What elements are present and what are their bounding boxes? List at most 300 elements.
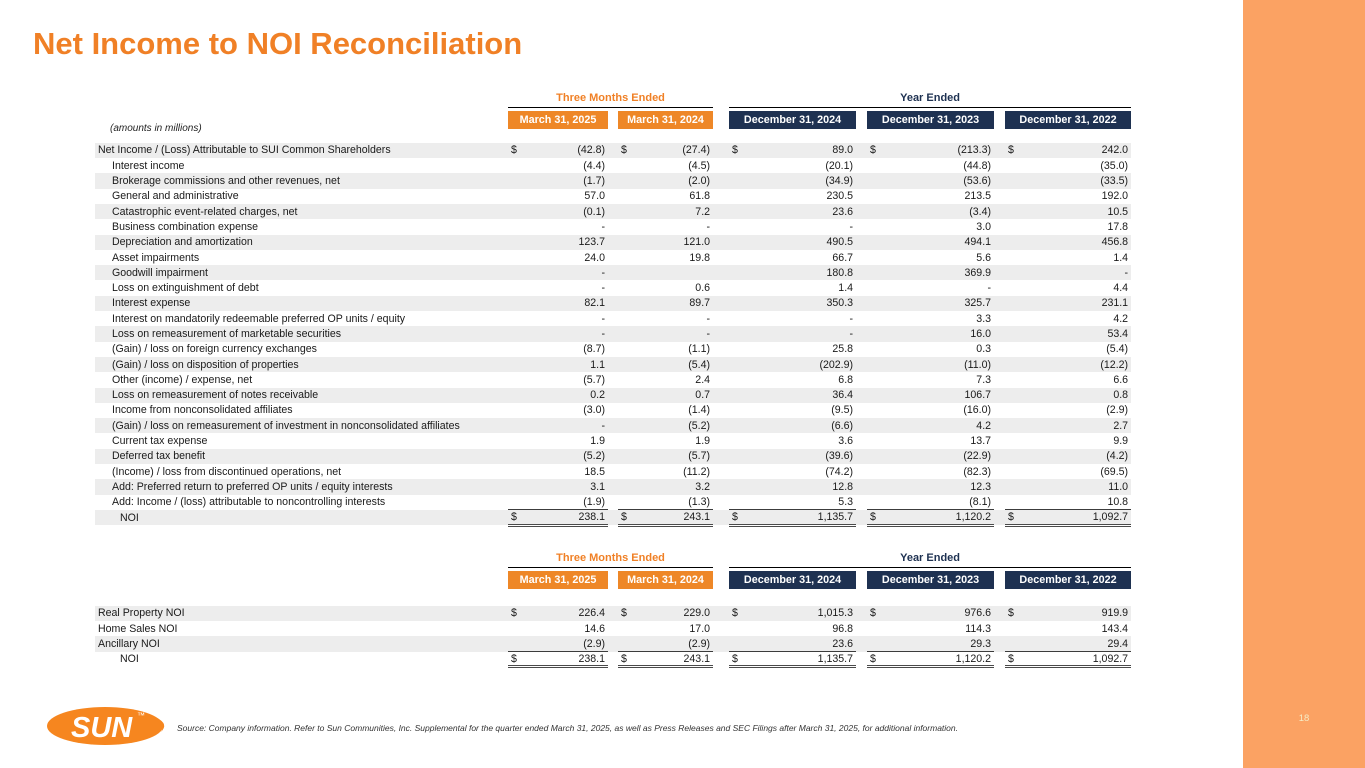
currency-cell: [508, 280, 526, 295]
currency-cell: [867, 235, 887, 250]
value-cell: 9.9: [1113, 435, 1129, 448]
currency-cell: [1005, 433, 1025, 448]
currency-cell: [1005, 342, 1025, 357]
currency-cell: $: [511, 607, 517, 620]
value-cell: 61.8: [689, 190, 711, 203]
currency-cell: [729, 296, 749, 311]
currency-cell: [508, 357, 526, 372]
currency-cell: [618, 449, 636, 464]
column-gap: [608, 433, 618, 448]
currency-cell: [729, 158, 749, 173]
column-gap: [713, 418, 729, 433]
column-gap: [856, 372, 867, 387]
value-cell: (202.9): [819, 358, 854, 371]
column-gap: [856, 280, 867, 295]
currency-cell: [508, 495, 526, 510]
value-cell: -: [706, 312, 711, 325]
column-gap: [856, 510, 867, 525]
currency-cell: $: [867, 652, 887, 667]
column-gap: [713, 652, 729, 667]
currency-cell: [729, 621, 749, 636]
value-cell: (42.8): [577, 144, 605, 157]
value-cell: -: [601, 419, 605, 432]
currency-cell: [618, 479, 636, 494]
value-cell: 25.8: [832, 343, 854, 356]
column-gap: [994, 219, 1005, 234]
currency-cell: $: [618, 652, 636, 667]
column-gap: [994, 342, 1005, 357]
column-header-december-2022: December 31, 2022: [1005, 111, 1131, 129]
value-cell: (5.4): [1106, 343, 1129, 356]
column-gap: [856, 464, 867, 479]
column-gap: [713, 296, 729, 311]
value-cell: 1,015.3: [817, 607, 854, 620]
currency-cell: [867, 418, 887, 433]
currency-cell: [729, 204, 749, 219]
column-gap: [713, 357, 729, 372]
table-row: [95, 606, 1131, 621]
value-cell: 4.2: [1113, 312, 1129, 325]
value-cell: 7.3: [976, 373, 992, 386]
table-row: [95, 357, 1131, 372]
column-gap: [608, 173, 618, 188]
row-label: Interest expense: [112, 297, 191, 310]
currency-cell: [867, 173, 887, 188]
value-cell: 0.3: [976, 343, 992, 356]
reconciliation-table-grid: [95, 92, 1131, 527]
value-cell: 5.3: [749, 495, 856, 510]
column-gap: [713, 372, 729, 387]
value-cell: 3.1: [590, 480, 605, 493]
column-gap: [608, 495, 618, 510]
column-header-december-2023: December 31, 2023: [867, 571, 994, 589]
currency-cell: [729, 342, 749, 357]
currency-cell: [729, 280, 749, 295]
noi-detail-table: [95, 552, 1131, 668]
value-cell: 213.5: [964, 190, 992, 203]
column-gap: [994, 158, 1005, 173]
currency-cell: [508, 449, 526, 464]
table-row: [95, 636, 1131, 651]
year-ended-header: Year Ended: [729, 92, 1131, 107]
value-cell: (1.3): [636, 495, 713, 510]
header-spacer: [713, 92, 729, 107]
currency-cell: [867, 388, 887, 403]
currency-cell: [618, 464, 636, 479]
currency-cell: [618, 265, 636, 280]
column-gap: [713, 403, 729, 418]
row-label: Depreciation and amortization: [112, 236, 253, 249]
currency-cell: [508, 479, 526, 494]
value-cell: (34.9): [825, 175, 854, 188]
value-cell: 1.9: [590, 435, 605, 448]
currency-cell: [508, 372, 526, 387]
value-cell: 6.8: [838, 373, 854, 386]
currency-cell: [1005, 418, 1025, 433]
table-row: [95, 280, 1131, 295]
currency-cell: [867, 219, 887, 234]
column-gap: [994, 189, 1005, 204]
currency-cell: [1005, 326, 1025, 341]
currency-cell: [618, 403, 636, 418]
value-cell: 3.6: [838, 435, 854, 448]
column-gap: [713, 495, 729, 510]
header-spacer: [713, 552, 729, 567]
value-cell: 82.1: [584, 297, 605, 310]
currency-cell: [618, 189, 636, 204]
row-label: Deferred tax benefit: [112, 450, 206, 463]
value-cell: 0.8: [1113, 389, 1129, 402]
value-cell: (2.9): [1106, 404, 1129, 417]
row-label: Goodwill impairment: [112, 266, 208, 279]
currency-cell: [618, 388, 636, 403]
column-gap: [994, 372, 1005, 387]
value-cell: 10.5: [1107, 205, 1129, 218]
column-gap: [994, 250, 1005, 265]
currency-cell: [618, 235, 636, 250]
currency-cell: [729, 479, 749, 494]
table-row: [95, 479, 1131, 494]
table-row: [95, 189, 1131, 204]
column-gap: [713, 606, 729, 621]
currency-cell: [618, 311, 636, 326]
currency-cell: [867, 479, 887, 494]
value-cell: 143.4: [1101, 622, 1129, 635]
currency-cell: [1005, 636, 1025, 651]
column-gap: [856, 342, 867, 357]
currency-cell: $: [621, 607, 627, 620]
value-cell: (16.0): [963, 404, 992, 417]
currency-cell: [729, 173, 749, 188]
currency-cell: [1005, 204, 1025, 219]
value-cell: 456.8: [1101, 236, 1129, 249]
currency-cell: [1005, 265, 1025, 280]
value-cell: 10.8: [1025, 495, 1131, 510]
value-cell: 123.7: [578, 236, 605, 249]
value-cell: 243.1: [636, 652, 713, 667]
value-cell: 106.7: [964, 389, 992, 402]
currency-cell: [508, 418, 526, 433]
currency-cell: [729, 311, 749, 326]
column-gap: [856, 388, 867, 403]
value-cell: (6.6): [831, 419, 854, 432]
value-cell: 16.0: [970, 328, 992, 340]
sun-communities-logo: [45, 704, 171, 748]
currency-cell: [867, 449, 887, 464]
value-cell: 369.9: [964, 266, 992, 279]
currency-cell: [508, 204, 526, 219]
logo-trademark: ™: [137, 711, 145, 720]
currency-cell: [729, 433, 749, 448]
value-cell: (8.7): [583, 343, 605, 356]
value-cell: 57.0: [584, 190, 605, 203]
currency-cell: [618, 342, 636, 357]
column-header-march-2025: March 31, 2025: [508, 571, 608, 589]
value-cell: 89.7: [689, 297, 711, 310]
table-row: [95, 388, 1131, 403]
currency-cell: [729, 388, 749, 403]
table-row: [95, 143, 1131, 158]
value-cell: (74.2): [825, 465, 854, 478]
column-gap: [856, 204, 867, 219]
currency-cell: [729, 189, 749, 204]
value-cell: 350.3: [826, 297, 854, 310]
column-header-december-2023: December 31, 2023: [867, 111, 994, 129]
column-gap: [713, 342, 729, 357]
currency-cell: [867, 189, 887, 204]
value-cell: (5.2): [583, 450, 605, 463]
currency-cell: [729, 372, 749, 387]
column-header-march-2024: March 31, 2024: [618, 571, 713, 589]
value-cell: (3.0): [583, 404, 605, 417]
value-cell: 5.6: [976, 251, 992, 264]
column-gap: [713, 280, 729, 295]
currency-cell: [867, 636, 887, 651]
currency-cell: $: [511, 144, 517, 157]
value-cell: 12.3: [970, 480, 992, 493]
row-label: Brokerage commissions and other revenues, net: [112, 175, 340, 188]
column-gap: [608, 357, 618, 372]
value-cell: (4.2): [1106, 450, 1129, 463]
currency-cell: [867, 311, 887, 326]
currency-cell: [508, 464, 526, 479]
currency-cell: [867, 158, 887, 173]
currency-cell: $: [729, 510, 749, 525]
currency-cell: [508, 265, 526, 280]
row-label: Catastrophic event-related charges, net: [112, 205, 298, 218]
value-cell: (53.6): [963, 175, 992, 188]
value-cell: (1.4): [688, 404, 711, 417]
value-cell: 976.6: [964, 607, 992, 620]
currency-cell: [618, 326, 636, 341]
value-cell: 17.0: [689, 622, 711, 635]
value-cell: 1.9: [695, 435, 711, 448]
currency-cell: $: [870, 607, 876, 620]
currency-cell: $: [508, 652, 526, 667]
value-cell: 7.2: [695, 205, 711, 218]
column-gap: [608, 235, 618, 250]
value-cell: 1.1: [590, 358, 605, 371]
value-cell: (3.4): [969, 205, 992, 218]
currency-cell: [618, 280, 636, 295]
currency-cell: [729, 418, 749, 433]
column-header-december-2024: December 31, 2024: [729, 571, 856, 589]
currency-cell: $: [1005, 652, 1025, 667]
currency-cell: [729, 265, 749, 280]
value-cell: 29.3: [887, 636, 994, 651]
value-cell: 180.8: [826, 266, 854, 279]
value-cell: (4.5): [688, 159, 711, 172]
column-gap: [856, 606, 867, 621]
header-spacer: [95, 92, 508, 107]
currency-cell: [1005, 189, 1025, 204]
sidebar-accent-bar: [1243, 0, 1365, 768]
currency-cell: [1005, 280, 1025, 295]
header-spacer: [95, 552, 508, 567]
value-cell: 229.0: [683, 607, 711, 620]
currency-cell: [1005, 250, 1025, 265]
column-gap: [856, 326, 867, 341]
column-gap: [994, 280, 1005, 295]
value-cell: 29.4: [1025, 636, 1131, 651]
value-cell: (11.0): [964, 358, 992, 371]
value-cell: (12.2): [1100, 358, 1129, 371]
row-label: Business combination expense: [112, 220, 259, 233]
currency-cell: [729, 403, 749, 418]
value-cell: 13.7: [970, 435, 992, 448]
currency-cell: [508, 189, 526, 204]
value-cell: (2.9): [636, 636, 713, 651]
value-cell: -: [706, 220, 711, 233]
column-gap: [994, 621, 1005, 636]
column-gap: [713, 250, 729, 265]
column-gap: [608, 158, 618, 173]
source-note: Source: Company information. Refer to Sun Communities, Inc. Supplemental for the quarter ended March 31, 2025, as well as Press Releases and SEC Filings after March 31, 2025, for additional information.: [177, 723, 958, 733]
currency-cell: [729, 464, 749, 479]
column-gap: [856, 189, 867, 204]
currency-cell: [618, 158, 636, 173]
column-gap: [608, 280, 618, 295]
currency-cell: [867, 403, 887, 418]
column-gap: [856, 449, 867, 464]
table-row: [95, 372, 1131, 387]
row-label: Other (income) / expense, net: [112, 373, 253, 386]
column-header-march-2024: March 31, 2024: [618, 111, 713, 129]
column-gap: [994, 479, 1005, 494]
row-label: Add: Income / (loss) attributable to noncontrolling interests: [112, 496, 386, 509]
value-cell: (39.6): [825, 450, 854, 463]
column-gap: [608, 418, 618, 433]
currency-cell: [729, 326, 749, 341]
table-row: [95, 158, 1131, 173]
value-cell: -: [706, 328, 711, 340]
column-gap: [608, 204, 618, 219]
column-gap: [713, 219, 729, 234]
row-label: General and administrative: [112, 190, 239, 203]
value-cell: 1,135.7: [749, 510, 856, 525]
amounts-in-millions-note: (amounts in millions): [110, 122, 202, 134]
column-gap: [608, 326, 618, 341]
value-cell: 2.7: [1113, 419, 1129, 432]
currency-cell: [1005, 219, 1025, 234]
value-cell: -: [601, 220, 605, 233]
currency-cell: [1005, 372, 1025, 387]
value-cell: (213.3): [957, 144, 992, 157]
currency-cell: [508, 311, 526, 326]
logo-text: SUN: [71, 712, 133, 744]
currency-cell: [729, 449, 749, 464]
column-header-december-2022: December 31, 2022: [1005, 571, 1131, 589]
column-gap: [713, 621, 729, 636]
value-cell: 19.8: [689, 251, 711, 264]
currency-cell: [729, 495, 749, 510]
value-cell: (2.0): [688, 175, 711, 188]
column-gap: [713, 311, 729, 326]
row-label: Home Sales NOI: [98, 622, 178, 635]
column-gap: [713, 449, 729, 464]
value-cell: 0.7: [695, 389, 711, 402]
column-gap: [713, 464, 729, 479]
column-gap: [608, 372, 618, 387]
year-ended-header: Year Ended: [729, 552, 1131, 567]
value-cell: 4.4: [1113, 282, 1129, 295]
value-cell: 4.2: [976, 419, 992, 432]
value-cell: 14.6: [584, 622, 605, 635]
value-cell: (5.7): [688, 450, 711, 463]
currency-cell: [618, 250, 636, 265]
currency-cell: [618, 621, 636, 636]
value-cell: -: [1124, 266, 1129, 279]
currency-cell: [867, 464, 887, 479]
row-label: Income from nonconsolidated affiliates: [112, 404, 293, 417]
currency-cell: [867, 357, 887, 372]
row-label: Loss on remeasurement of notes receivable: [112, 389, 319, 402]
column-gap: [994, 433, 1005, 448]
table-row: [95, 219, 1131, 234]
row-label: Current tax expense: [112, 435, 208, 448]
currency-cell: [1005, 357, 1025, 372]
currency-cell: [618, 357, 636, 372]
column-gap: [856, 265, 867, 280]
column-gap: [713, 479, 729, 494]
column-gap: [856, 495, 867, 510]
table-row: [95, 464, 1131, 479]
value-cell: 36.4: [832, 389, 854, 402]
currency-cell: [1005, 235, 1025, 250]
column-gap: [713, 510, 729, 525]
value-cell: (1.1): [688, 343, 711, 356]
column-gap: [713, 433, 729, 448]
value-cell: 325.7: [964, 297, 992, 310]
currency-cell: [618, 433, 636, 448]
currency-cell: [867, 433, 887, 448]
value-cell: -: [987, 282, 992, 295]
column-gap: [994, 495, 1005, 510]
column-gap: [713, 235, 729, 250]
currency-cell: [729, 250, 749, 265]
row-label: NOI: [120, 653, 139, 666]
value-cell: 3.2: [695, 480, 711, 493]
value-cell: 226.4: [578, 607, 605, 620]
column-gap: [856, 235, 867, 250]
value-cell: -: [601, 312, 605, 325]
row-label: (Gain) / loss on foreign currency exchanges: [112, 343, 317, 356]
value-cell: (35.0): [1100, 159, 1129, 172]
column-gap: [713, 204, 729, 219]
column-gap: [608, 449, 618, 464]
column-gap: [608, 265, 618, 280]
column-gap: [994, 388, 1005, 403]
currency-cell: [867, 265, 887, 280]
value-cell: 1.4: [838, 282, 854, 295]
column-gap: [608, 636, 618, 651]
column-gap: [713, 636, 729, 651]
column-gap: [856, 636, 867, 651]
value-cell: (5.7): [583, 373, 605, 386]
currency-cell: $: [732, 607, 738, 620]
value-cell: 3.0: [976, 220, 992, 233]
currency-cell: [1005, 479, 1025, 494]
column-gap: [713, 265, 729, 280]
currency-cell: [508, 388, 526, 403]
column-gap: [608, 250, 618, 265]
value-cell: 238.1: [526, 652, 608, 667]
table-row: [95, 296, 1131, 311]
column-gap: [994, 357, 1005, 372]
column-gap: [608, 296, 618, 311]
value-cell: 0.2: [590, 389, 605, 402]
currency-cell: [867, 495, 887, 510]
